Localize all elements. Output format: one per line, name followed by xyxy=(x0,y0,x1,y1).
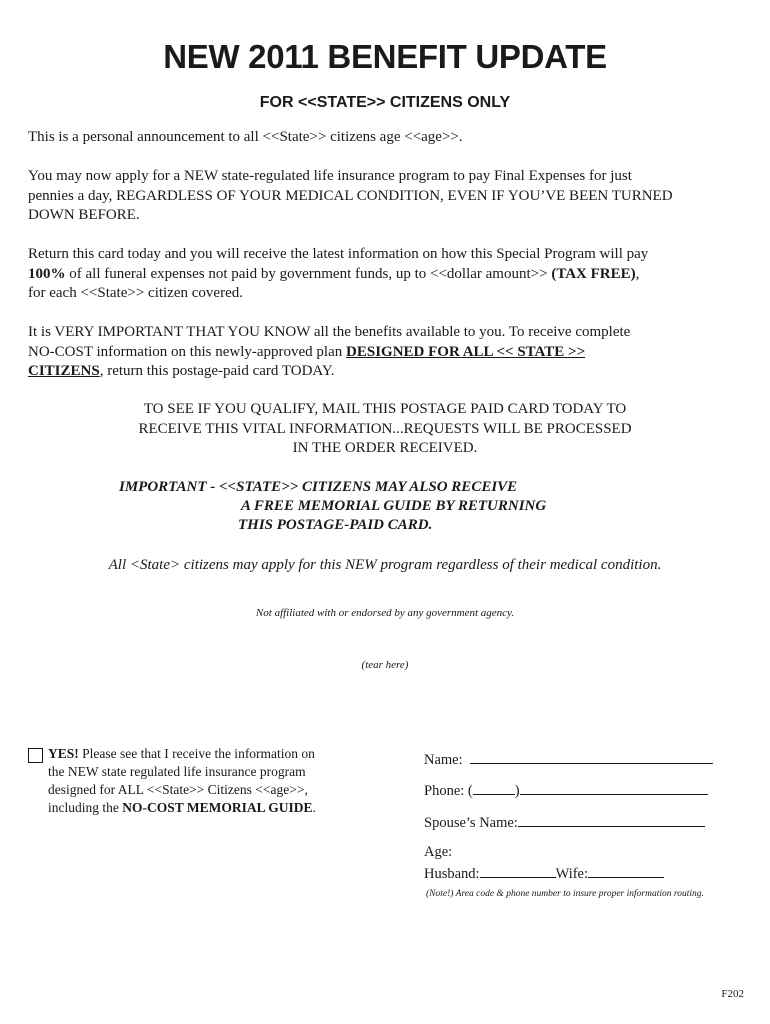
return-line: for each <<State>> citizen covered. xyxy=(28,285,243,301)
return-line: Return this card today and you will receive the latest information on how this Special Program will pay xyxy=(28,246,649,262)
name-input-line[interactable] xyxy=(470,750,713,764)
intro-text: This is a personal announcement to all <<State>> citizens age <<age>>. xyxy=(28,129,463,145)
wife-label: Wife: xyxy=(555,866,589,882)
qualify-line: IN THE ORDER RECEIVED. xyxy=(292,440,478,456)
qualify-line: TO SEE IF YOU QUALIFY, MAIL THIS POSTAGE PAID CARD TODAY TO xyxy=(143,401,627,417)
form-code: F202 xyxy=(721,988,744,1000)
return-line xyxy=(28,265,748,285)
program-paragraph xyxy=(28,167,748,226)
yes-checkbox[interactable] xyxy=(28,748,43,763)
name-label: Name: xyxy=(424,752,463,768)
citizens-text: CITIZENS xyxy=(28,363,100,379)
yes-label: YES! xyxy=(48,746,79,761)
program-line: pennies a day, REGARDLESS OF YOUR MEDICAL CONDITION, EVEN IF YOU’VE BEEN TURNED xyxy=(28,187,673,204)
yes-line xyxy=(48,745,348,763)
important-line xyxy=(28,362,748,382)
all-state-text: All <State> citizens may apply for this NEW program regardless of their medical condition. xyxy=(108,557,662,573)
qualify-block xyxy=(0,400,770,459)
spouse-input-line[interactable] xyxy=(518,813,705,827)
disclaimer-text: Not affiliated with or endorsed by any government agency. xyxy=(255,607,515,619)
return-line-end: , xyxy=(635,265,640,282)
wife-age-input-line[interactable] xyxy=(588,864,664,878)
spouse-field[interactable] xyxy=(424,813,705,832)
husband-age-input-line[interactable] xyxy=(480,864,556,878)
program-line: You may now apply for a NEW state-regulated life insurance program to pay Final Expenses for just xyxy=(28,168,632,184)
memorial-line: THIS POSTAGE-PAID CARD. xyxy=(238,517,433,533)
age-label: Age: xyxy=(424,844,453,860)
phone-field[interactable] xyxy=(424,781,708,800)
phone-close-paren: ) xyxy=(514,783,520,799)
memorial-line: A FREE MEMORIAL GUIDE BY RETURNING xyxy=(241,498,547,514)
memorial-line: IMPORTANT - <<STATE>> CITIZENS MAY ALSO RECEIVE xyxy=(119,479,518,495)
designed-for-text: DESIGNED FOR ALL << STATE >> xyxy=(346,343,586,360)
program-line: DOWN BEFORE. xyxy=(28,207,140,223)
yes-line-end: . xyxy=(312,800,316,815)
page-title: NEW 2011 BENEFIT UPDATE xyxy=(163,38,607,75)
name-field[interactable] xyxy=(424,750,713,769)
yes-card-text xyxy=(48,745,348,817)
return-line-mid: of all funeral expenses not paid by government funds, up to <<dollar amount>> xyxy=(65,265,552,282)
important-line-start: NO-COST information on this newly-approved plan xyxy=(28,343,347,360)
percent-text: 100% xyxy=(28,265,66,282)
no-cost-guide-text: NO-COST MEMORIAL GUIDE xyxy=(122,800,313,815)
phone-input-line[interactable] xyxy=(520,781,708,795)
yes-line xyxy=(48,799,348,817)
important-line xyxy=(28,343,748,363)
area-code-input-line[interactable] xyxy=(473,781,515,795)
qualify-line: RECEIVE THIS VITAL INFORMATION...REQUESTS WILL BE PROCESSED xyxy=(138,420,632,437)
tear-here-text: (tear here) xyxy=(361,659,409,671)
yes-line-start: including the xyxy=(48,800,123,815)
important-line-end: , return this postage-paid card TODAY. xyxy=(99,363,335,379)
age-fields[interactable] xyxy=(424,864,664,883)
return-paragraph xyxy=(28,245,748,304)
important-line: It is VERY IMPORTANT THAT YOU KNOW all the benefits available to you. To receive complete xyxy=(28,324,631,340)
yes-line: the NEW state regulated life insurance program xyxy=(48,764,306,779)
yes-line: designed for ALL <<State>> Citizens <<age>>, xyxy=(48,782,308,797)
form-note: (Note!) Area code & phone number to insure proper information routing. xyxy=(426,889,704,899)
husband-label: Husband: xyxy=(424,866,480,882)
tax-free-text: (TAX FREE) xyxy=(551,265,636,282)
spouse-label: Spouse’s Name: xyxy=(424,815,518,831)
phone-label: Phone: ( xyxy=(424,783,473,799)
yes-line-text: Please see that I receive the information on xyxy=(78,746,315,761)
important-paragraph xyxy=(28,323,748,382)
page-subtitle: FOR <<STATE>> CITIZENS ONLY xyxy=(259,94,511,111)
